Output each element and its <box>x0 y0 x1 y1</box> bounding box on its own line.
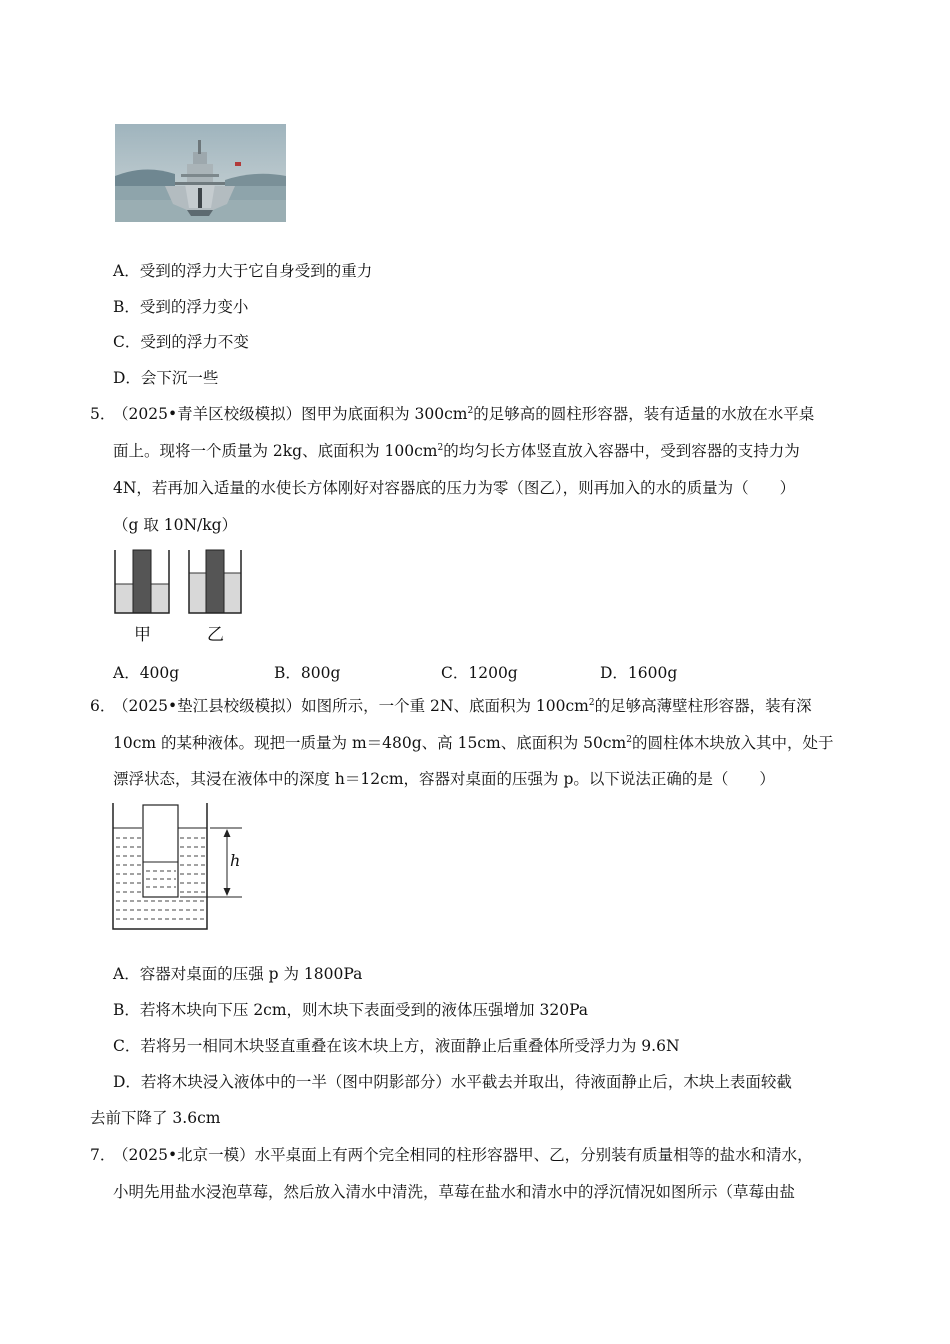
q5-line-2-a: 面上。现将一个质量为 2kg、底面积为 100cm <box>113 442 438 460</box>
q5-option-a: A．400g <box>113 664 180 682</box>
q5-fig-label-jia: 甲 <box>134 625 151 645</box>
q6-line-3: 漂浮状态，其浸在液体中的深度 h＝12cm，容器对桌面的压强为 p。以下说法正确的是（ ） <box>113 770 775 788</box>
q6-number: 6． <box>90 697 116 715</box>
q5-line-2-sup: 2 <box>437 443 444 453</box>
q5-fig-yi-block <box>206 550 224 613</box>
q6-line-2-b: 的圆柱体木块放入其中，处于 <box>631 734 834 752</box>
q6-fig-label-h: h <box>230 851 241 870</box>
q4-option-a: A．受到的浮力大于它自身受到的重力 <box>113 262 373 280</box>
q4-option-d: D．会下沉一些 <box>113 369 219 387</box>
ship-photo <box>115 124 286 222</box>
q6-option-b: B．若将木块向下压 2cm，则木块下表面受到的液体压强增加 320Pa <box>113 1001 589 1019</box>
q6-line-2 <box>113 733 833 753</box>
q7-number: 7． <box>90 1146 116 1164</box>
q6-line-2-a: 10cm 的某种液体。现把一质量为 m＝480g、高 15cm、底面积为 50cm <box>113 734 627 752</box>
q6-option-d-line-2: 去前下降了 3.6cm <box>90 1109 221 1127</box>
q5-line-1 <box>113 404 814 424</box>
q4-option-b: B．受到的浮力变小 <box>113 298 249 316</box>
q6-figure <box>110 801 245 933</box>
q5-line-2-b: 的均匀长方体竖直放入容器中，受到容器的支持力为 <box>443 442 800 460</box>
q6-line-1 <box>113 696 812 716</box>
q4-option-c: C．受到的浮力不变 <box>113 333 249 351</box>
q5-option-b: B．800g <box>274 664 341 682</box>
q5-option-d: D．1600g <box>600 664 678 682</box>
q5-fig-jia-block <box>133 550 151 613</box>
q5-line-1-b: 的足够高的圆柱形容器，装有适量的水放在水平桌 <box>473 405 815 423</box>
q7-line-2: 小明先用盐水浸泡草莓，然后放入清水中清洗，草莓在盐水和清水中的浮沉情况如图所示（草莓由盐 <box>113 1183 796 1201</box>
q5-line-4: （g 取 10N/kg） <box>113 516 238 534</box>
q5-line-3: 4N，若再加入适量的水使长方体刚好对容器底的压力为零（图乙），则再加入的水的质量为（ ） <box>113 479 796 497</box>
q6-line-1-b: 的足够高薄壁柱形容器，装有深 <box>594 697 812 715</box>
q5-number: 5． <box>90 405 116 423</box>
q7-line-1: （2025•北京一模）水平桌面上有两个完全相同的柱形容器甲、乙，分别装有质量相等的盐水和清水， <box>113 1146 813 1164</box>
q5-option-c: C．1200g <box>441 664 518 682</box>
q6-option-a: A．容器对桌面的压强 p 为 1800Pa <box>113 965 363 983</box>
q6-fig-wood-block <box>143 805 178 897</box>
q5-line-1-a: （2025•青羊区校级模拟）图甲为底面积为 300cm <box>113 405 468 423</box>
q6-line-1-sup: 2 <box>588 698 595 708</box>
q6-line-1-a: （2025•垫江县校级模拟）如图所示，一个重 2N、底面积为 100cm <box>113 697 589 715</box>
q5-line-2 <box>113 441 800 461</box>
q6-option-c: C．若将另一相同木块竖直重叠在该木块上方，液面静止后重叠体所受浮力为 9.6N <box>113 1037 680 1055</box>
q6-fig-liquid <box>116 838 205 919</box>
q6-line-2-sup: 2 <box>626 735 632 745</box>
q6-option-d-line-1: D．若将木块浸入液体中的一半（图中阴影部分）水平截去并取出，待液面静止后，木块上表面较截 <box>113 1073 792 1091</box>
q5-figure <box>112 548 244 644</box>
q5-line-1-sup: 2 <box>467 406 474 416</box>
q5-fig-label-yi: 乙 <box>207 625 224 645</box>
